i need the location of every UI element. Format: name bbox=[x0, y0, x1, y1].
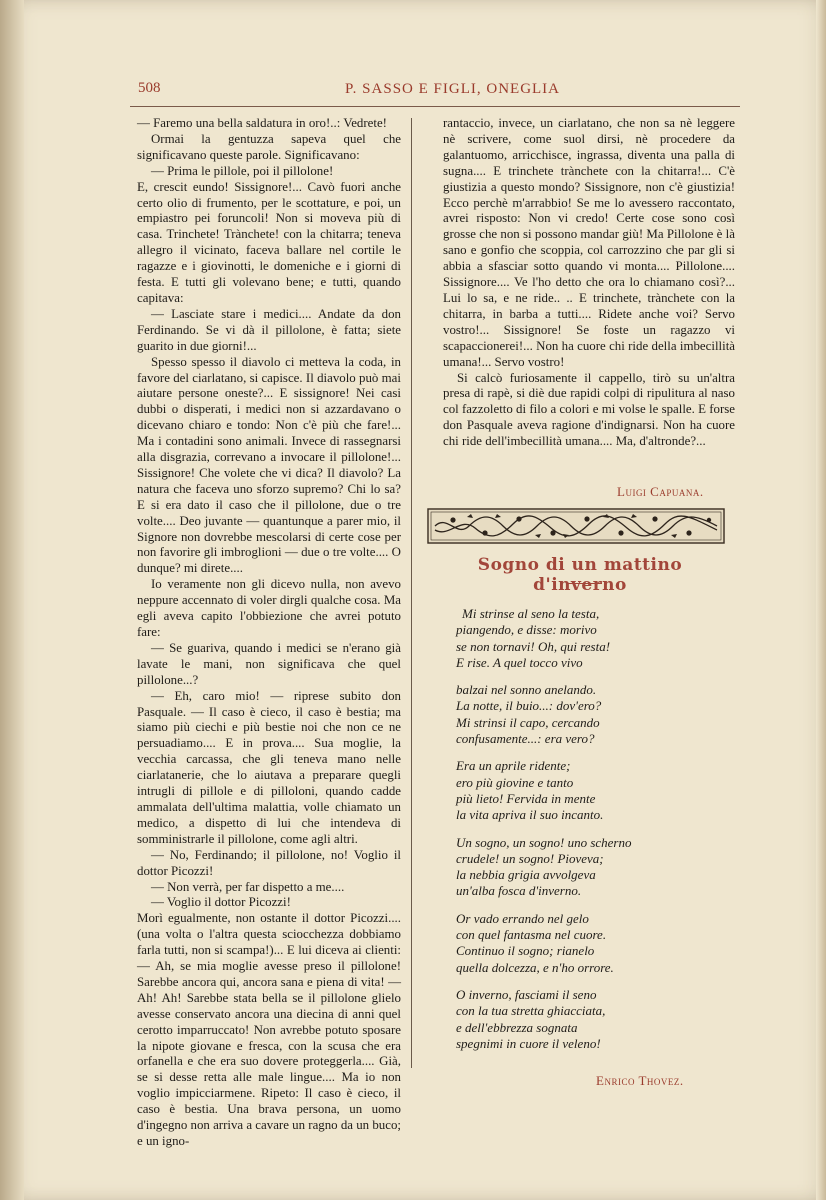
poem-line: Mi strinsi il capo, cercando bbox=[456, 714, 600, 730]
poem-line: Era un aprile ridente; bbox=[456, 758, 571, 774]
poem-line: la nebbia grigia avvolgeva bbox=[456, 867, 596, 883]
poem-line: Un sogno, un sogno! uno scherno bbox=[456, 834, 632, 850]
poem-line: la vita apriva il suo incanto. bbox=[456, 807, 604, 823]
left-column bbox=[137, 116, 401, 1150]
poem-line: spegnimi in cuore il veleno! bbox=[456, 1035, 601, 1051]
paragraph: — Se guariva, quando i medici se n'erano già lavate le mani, non significava che quel pillolone...? bbox=[137, 640, 401, 687]
poem-line: crudele! un sogno! Pioveva; bbox=[456, 850, 604, 866]
book-spine-shadow bbox=[0, 0, 24, 1200]
paragraph: — No, Ferdinando; il pillolone, no! Voglio il dottor Picozzi! bbox=[137, 847, 401, 878]
paragraph: Io veramente non gli dicevo nulla, non avevo neppure accennato di voler dirgli qualche cosa. Ma egli aveva capito l'obbiezione che avrei potuto fare: bbox=[137, 577, 401, 639]
poem-line: confusamente...: era vero? bbox=[456, 731, 595, 747]
poem-line: e dell'ebbrezza sognata bbox=[456, 1019, 578, 1035]
paragraph: Spesso spesso il diavolo ci metteva la coda, in favore del ciarlatano, si capisce. Il diavolo può mai aiutare persone oneste?... E sissignore! Nei casi dubbi o disperati, i medici non si azzardavano o dicevano chiaro e tondo: Non c'è più che fare!... Ma i contadini sono animali. Invece di rassegnarsi alla disgrazia, correvano a invocare il pillolone!... Sissignore! Che volete che vi dica? Il diavolo? La natura che faceva uno sforzo supremo? Chi lo sa? E si era dato il caso che il pillolone, due o tre volte.... Deo juvante — quantunque a parer mio, il Signore non dovrebbe mescolarsi di certe cose per non favorire gli imbroglioni — due o tre volte.... O dunque? mi direte.... bbox=[137, 354, 401, 576]
poem-stanza bbox=[456, 911, 736, 976]
paragraph: — Eh, caro mio! — riprese subito don Pasquale. — Il caso è cieco, il caso è bestia; ma siamo più ciechi e più bestie noi che non ce ne persuadiamo.... E in prova.... Sua moglie, la vecchia carcassa, che gli teneva mano nelle ciarlatanerie, che lo aiutava a preparare quegli intrugli di pillole e di pilloloni, quando cadde ammalata dell'ultima malattia, volle chiamato un medico, a dispetto di lui che intendeva di somministrarle il pillolone, come agli altri. bbox=[137, 688, 401, 846]
poem-stanza bbox=[456, 835, 736, 900]
paragraph: — Non verrà, per far dispetto a me.... bbox=[151, 879, 345, 894]
poem-title: Sogno di un mattino d'inverno bbox=[477, 555, 683, 595]
poem-line: piangendo, e disse: morivo bbox=[456, 622, 597, 638]
poem-line: se non tornavi! Oh, qui resta! bbox=[456, 638, 611, 654]
title-rule bbox=[568, 583, 602, 584]
page-header bbox=[130, 80, 740, 107]
poem-line: Mi strinse al seno la testa, bbox=[462, 606, 600, 621]
poem bbox=[456, 606, 736, 1063]
poem-stanza bbox=[456, 987, 736, 1052]
poem-line: E rise. A quel tocco vivo bbox=[456, 654, 583, 670]
poem-line: quella dolcezza, e n'ho orrore. bbox=[456, 959, 614, 975]
poem-line: con quel fantasma nel cuore. bbox=[456, 927, 607, 943]
poem-line: Or vado errando nel gelo bbox=[456, 910, 589, 926]
poem-line: La notte, il buio...: dov'ero? bbox=[456, 698, 602, 714]
floral-ornament-band bbox=[427, 508, 725, 544]
poem-stanza bbox=[456, 682, 736, 747]
paragraph: — Faremo una bella saldatura in oro!..: Vedrete! bbox=[137, 116, 387, 130]
page-edge bbox=[816, 0, 826, 1200]
paragraph: — Lasciate stare i medici.... Andate da don Ferdinando. Se vi dà il pillolone, è fatta; siete guarito in due giorni!... bbox=[137, 306, 401, 353]
poem-line: con la tua stretta ghiacciata, bbox=[456, 1003, 606, 1019]
paragraph: Si calcò furiosamente il cappello, tirò su un'altra presa di rapè, si diè due rapidi colpi di ripulitura al naso col fazzoletto di filo a colori e mi volse le spalle. E forse don Pasquale aveva ragione d'indignarsi. Non ha cuore chi ride dell'imbecillità umana.... Ma, d'altronde?... bbox=[443, 370, 735, 449]
poem-line: più lieto! Fervida in mente bbox=[456, 790, 596, 806]
poem-line: ero più giovine e tanto bbox=[456, 774, 574, 790]
poem-stanza bbox=[456, 606, 736, 671]
paragraph: — Voglio il dottor Picozzi! bbox=[151, 895, 291, 910]
poem-line: Continuo il sogno; rianelo bbox=[456, 943, 595, 959]
poem-line: O inverno, fasciami il seno bbox=[456, 986, 597, 1002]
page-number: 508 bbox=[138, 80, 161, 96]
paragraph: rantaccio, invece, un ciarlatano, che non sa nè leggere nè scrivere, come suol dirsi, nè procedere da galantuomo, arricchisce, ingrassa, diventa una palla di sugna.... E trinchete trànchete con la chitarra!... C'è giustizia a questo mondo? Sissignore, non c'è giustizia! Ecco perchè m'arrabbio! Se me lo avessero raccontato, avrei risposto: Non vi credo! Certe cose sono così grosse che non si possono mandar giù! Ma Pillolone è là sano e gonfio che scoppia, col carrozzino che par gli si abbia a sfasciar sotto quando vi monta.... Pillolone.... Sissignore.... Ve l'ho detto che ora lo chiamano così?... Lui lo sa, e ne ride.. .. E trinchete, trànchete con la chitarra, in barba a tutti.... Ridete anche voi? Servo vostro!... Sissignore! Se foste un ragazzo vi scapaccionerei!... Non ha cuore chi ride della imbecillità umana!... Servo vostro! bbox=[443, 116, 735, 369]
author-signature-capuana: Luigi Capuana. bbox=[617, 484, 704, 499]
poem-stanza bbox=[456, 758, 736, 823]
paragraph: — Prima le pillole, poi il pillolone! bbox=[151, 163, 334, 178]
paragraph: Ormai la gentuzza sapeva quel che significavano queste parole. Significavano: bbox=[137, 131, 401, 162]
right-column bbox=[443, 116, 735, 450]
author-signature-thovez: Enrico Thovez. bbox=[596, 1073, 684, 1088]
paragraph: E, crescit eundo! Sissignore!... Cavò fuori anche certo olio di frumento, per le scottature, e poi, un empiastro pei foruncoli! Non si moveva più di casa. Trinchete! Trànchete! con la chitarra; teneva allegro il vicinato, faceva ballare nel cortile le ragazze e i giovinotti, le domeniche e i giorni di festa. E tutti gli volevano bene; e tutti, quando capitava: bbox=[137, 179, 401, 305]
running-head: P. SASSO E FIGLI, ONEGLIA bbox=[345, 81, 561, 97]
column-divider bbox=[411, 118, 412, 1068]
paragraph: Morì egualmente, non ostante il dottor Picozzi.... (una volta o l'altra questa sciocchezza dobbiamo farla tutti, non si scampa!)... E lui diceva ai clienti: — Ah, se mia moglie avesse preso il pillolone! Sarebbe ancora qui, ancora sana e piena di vita! — Ah! Ah! Sarebbe stata bella se il pillolone glielo avesse conservato ancora una diecina di anni quel cerotto imparruccato! Non avrebbe potuto sposare la nipote giovane e fresca, con la scusa che era orfanella e che era suo dovere proteggerla.... Già, se si desse retta alle male lingue.... Ma io non voglio impicciarmene. Ripeto: Il caso è cieco, il caso è bestia. Una brava persona, un uomo d'ingegno non arriva a cavare un ragno da un buco; e un igno- bbox=[137, 911, 401, 1148]
poem-line: un'alba fosca d'inverno. bbox=[456, 883, 582, 899]
poem-line: balzai nel sonno anelando. bbox=[456, 682, 597, 698]
